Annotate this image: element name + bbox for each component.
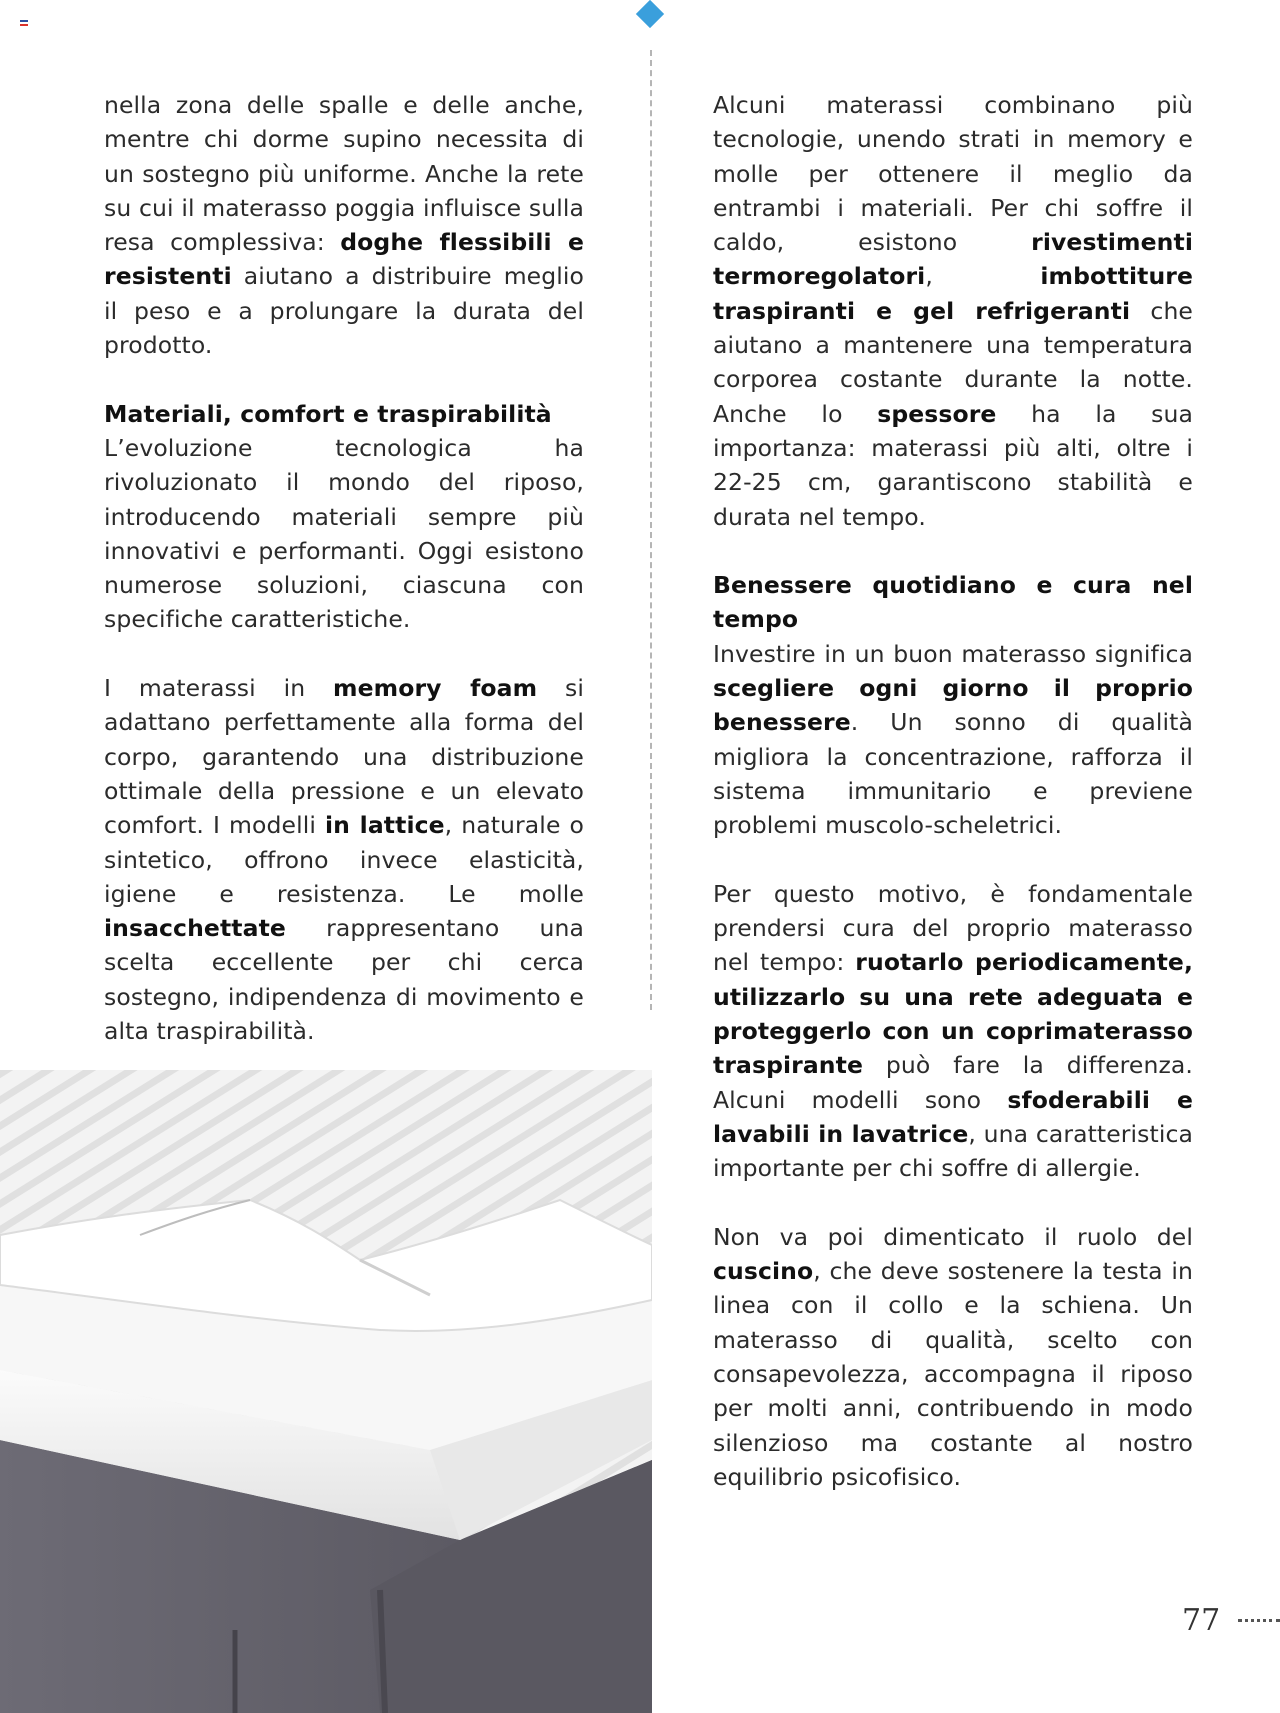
- paragraph: Alcuni materassi combinano più tecnologie, unendo strati in memory e molle per ottenere il meglio da entrambi i materiali. Per chi soffre il caldo, esistono rivestimenti termoregolatori, imbottiture traspiranti e gel refrigeranti che aiutano a mantenere una temperatura corporea costante durante la notte. Anche lo spessore ha la sua importanza: materassi più alti, oltre i 22-25 cm, garantiscono stabilità e durata nel tempo.: [713, 91, 1193, 531]
- section-heading: Materiali, comfort e traspirabilità: [104, 399, 552, 428]
- mattress-photo: [0, 1070, 652, 1713]
- diamond-icon: [636, 0, 664, 28]
- left-column: [104, 88, 584, 1083]
- column-divider: [650, 50, 652, 1010]
- flag-icon: [20, 20, 28, 26]
- section-heading: Benessere quotidiano e cura nel tempo: [713, 571, 1193, 634]
- right-column: [713, 88, 1193, 1528]
- paragraph: Investire in un buon materasso significa scegliere ogni giorno il proprio benessere. Un sonno di qualità migliora la concentrazione, rafforza il sistema immunitario e previene problemi muscolo-scheletrici.: [713, 639, 1193, 840]
- page-dots: [1238, 1609, 1280, 1622]
- page-number: 77: [1182, 1603, 1221, 1638]
- paragraph: Per questo motivo, è fondamentale prendersi cura del proprio materasso nel tempo: ruotarlo periodicamente, utilizzarlo su una rete adeguata e proteggerlo con un coprimaterasso traspirante può fare la differenza. Alcuni modelli sono sfoderabili e lavabili in lavatrice, una caratteristica importante per chi soffre di allergie.: [713, 879, 1193, 1183]
- paragraph: nella zona delle spalle e delle anche, mentre chi dorme supino necessita di un sostegno più uniforme. Anche la rete su cui il materasso poggia influisce sulla resa complessiva: doghe flessibili e resistenti aiutano a distribuire meglio il peso e a prolungare la durata del prodotto.: [104, 91, 584, 360]
- paragraph: Non va poi dimenticato il ruolo del cuscino, che deve sostenere la testa in linea con il collo e la schiena. Un materasso di qualità, scelto con consapevolezza, accompagna il riposo per molti anni, contribuendo in modo silenzioso ma costante al nostro equilibrio psicofisico.: [713, 1222, 1193, 1491]
- paragraph: L’evoluzione tecnologica ha rivoluzionato il mondo del riposo, introducendo materiali sempre più innovativi e performanti. Oggi esistono numerose soluzioni, ciascuna con specifiche caratteristiche.: [104, 433, 584, 634]
- paragraph: I materassi in memory foam si adattano perfettamente alla forma del corpo, garantendo una distribuzione ottimale della pressione e un elevato comfort. I modelli in lattice, naturale o sintetico, offrono invece elasticità, igiene e resistenza. Le molle insacchettate rappresentano una scelta eccellente per chi cerca sostegno, indipendenza di movimento e alta traspirabilità.: [104, 674, 584, 1046]
